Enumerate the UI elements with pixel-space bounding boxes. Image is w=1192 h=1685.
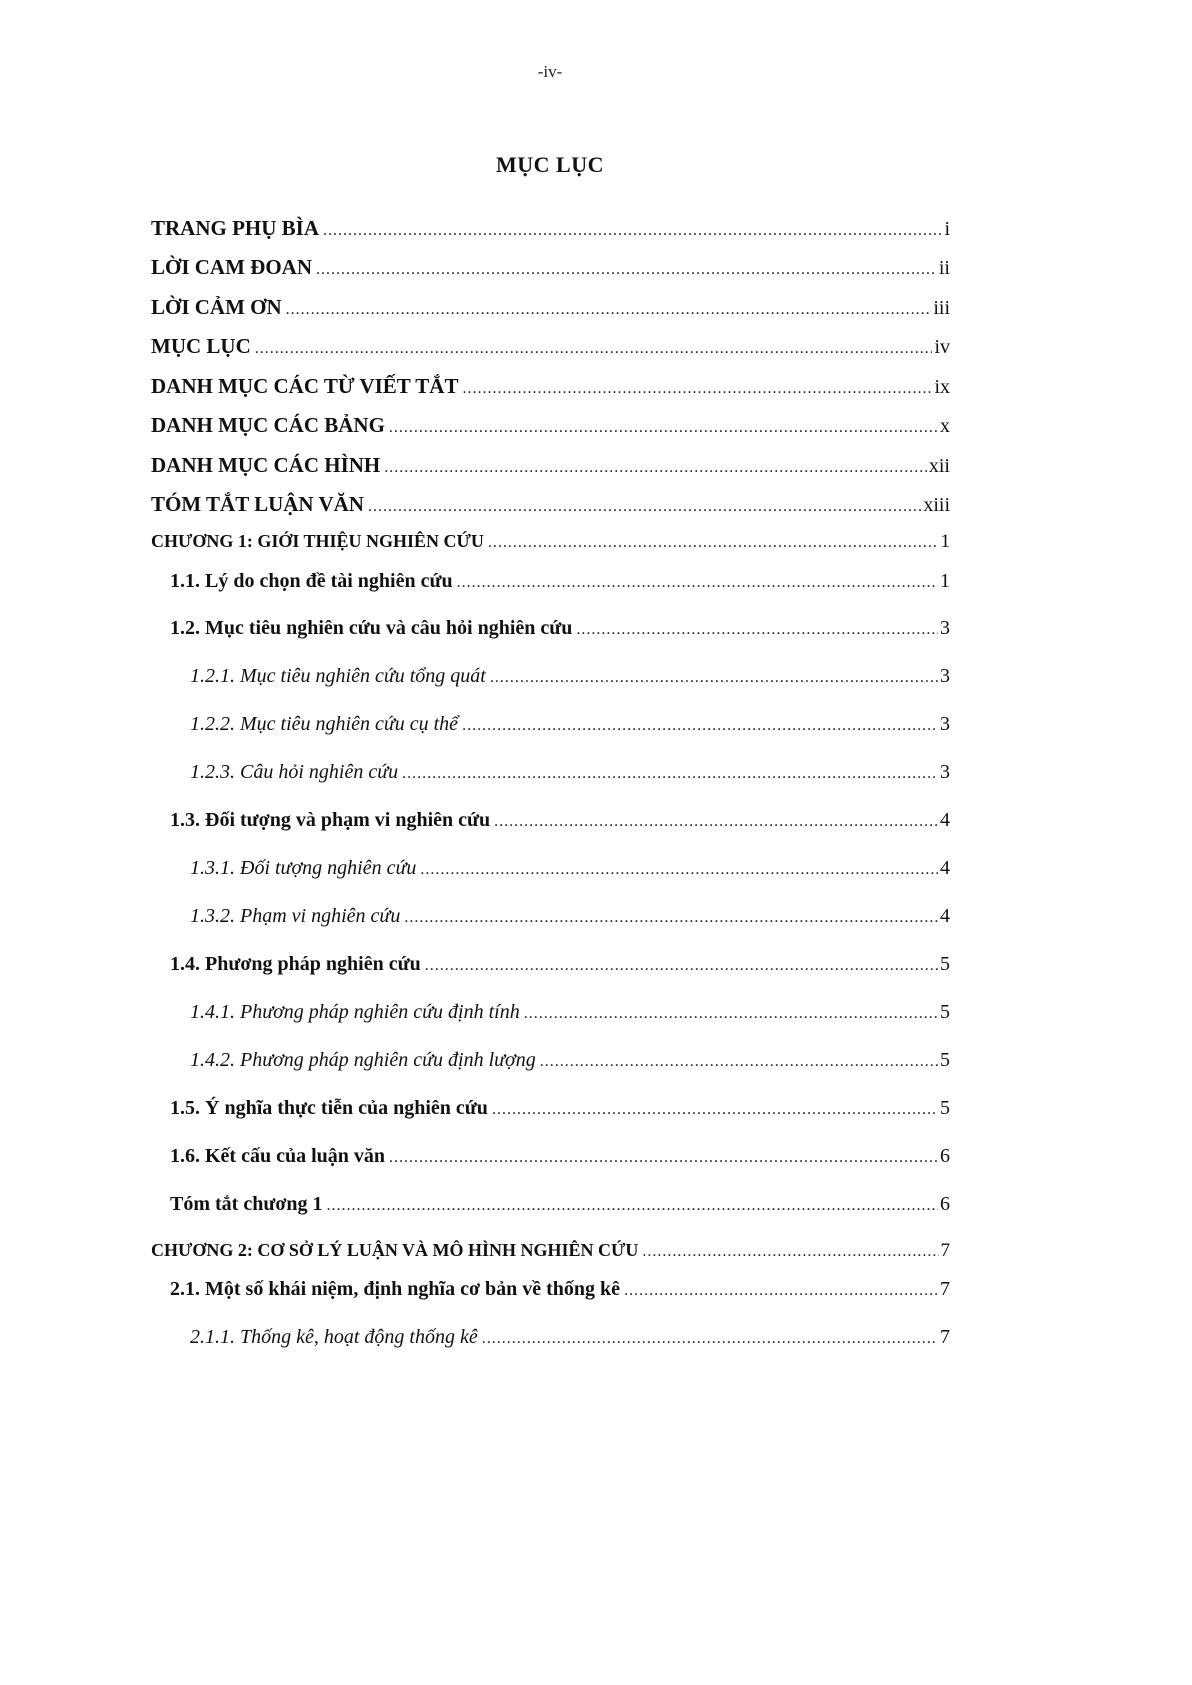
- toc-entry-page: 1: [940, 570, 950, 592]
- toc-entry-subsection[interactable]: [190, 905, 950, 935]
- dot-leader: [540, 1053, 938, 1071]
- dot-leader: [389, 419, 938, 437]
- toc-entry-section[interactable]: [170, 1278, 950, 1308]
- toc-entry-chapter[interactable]: [151, 1240, 950, 1270]
- toc-entry-label: 1.4.1. Phương pháp nghiên cứu định tính: [190, 1001, 520, 1023]
- toc-entry-label: 1.2.3. Câu hỏi nghiên cứu: [190, 761, 399, 783]
- toc-entry-page: 3: [940, 665, 950, 687]
- toc-entry-page: ix: [934, 376, 950, 398]
- toc-entry-label: 1.2.1. Mục tiêu nghiên cứu tổng quát: [190, 665, 486, 687]
- dot-leader: [462, 380, 932, 398]
- toc-entry-page: xii: [928, 455, 950, 477]
- toc-entry-page: 3: [940, 713, 950, 735]
- toc-entry-page: 6: [940, 1193, 950, 1215]
- dot-leader: [323, 222, 942, 240]
- toc-entry-label: MỤC LỤC: [151, 334, 251, 358]
- toc-entry-subsection[interactable]: [190, 1001, 950, 1031]
- toc-entry-section[interactable]: [170, 617, 950, 647]
- toc-entry-page: 5: [940, 1001, 950, 1023]
- dot-leader: [524, 1005, 938, 1023]
- toc-entry-section[interactable]: [170, 570, 950, 600]
- toc-entry-page: 5: [940, 953, 950, 975]
- dot-leader: [404, 909, 938, 927]
- toc-entry-front-matter[interactable]: [151, 453, 950, 483]
- toc-entry-section[interactable]: [170, 1193, 950, 1223]
- dot-leader: [624, 1282, 938, 1300]
- toc-entry-section[interactable]: [170, 953, 950, 983]
- dot-leader: [576, 621, 938, 639]
- toc-entry-page: ii: [938, 257, 950, 279]
- toc-entry-front-matter[interactable]: [151, 374, 950, 404]
- toc-entry-label: LỜI CAM ĐOAN: [151, 255, 312, 279]
- toc-entry-label: DANH MỤC CÁC HÌNH: [151, 453, 381, 477]
- toc-entry-label: 2.1.1. Thống kê, hoạt động thống kê: [190, 1326, 478, 1348]
- dot-leader: [402, 765, 938, 783]
- page-title: MỤC LỤC: [496, 152, 604, 177]
- toc-entry-page: 5: [940, 1097, 950, 1119]
- dot-leader: [368, 498, 921, 516]
- toc-entry-label: 1.6. Kết cấu của luận văn: [170, 1145, 386, 1167]
- toc-entry-label: CHƯƠNG 1: GIỚI THIỆU NGHIÊN CỨU: [151, 531, 484, 551]
- toc-entry-page: iv: [934, 336, 950, 358]
- dot-leader: [482, 1330, 938, 1348]
- dot-leader: [420, 861, 938, 879]
- dot-leader: [490, 669, 938, 687]
- toc-entry-page: 7: [940, 1278, 950, 1300]
- dot-leader: [286, 301, 932, 319]
- toc-entry-front-matter[interactable]: [151, 413, 950, 443]
- toc-entry-page: xiii: [923, 494, 950, 516]
- dot-leader: [384, 459, 927, 477]
- toc-entry-section[interactable]: [170, 809, 950, 839]
- dot-leader: [494, 813, 938, 831]
- toc-entry-subsection[interactable]: [190, 713, 950, 743]
- toc-entry-subsection[interactable]: [190, 1049, 950, 1079]
- toc-entry-page: 7: [940, 1240, 950, 1261]
- toc-entry-label: 1.1. Lý do chọn đề tài nghiên cứu: [170, 570, 453, 592]
- dot-leader: [462, 717, 938, 735]
- toc-entry-page: x: [940, 415, 950, 437]
- toc-entry-page: 7: [940, 1326, 950, 1348]
- toc-entry-page: iii: [933, 297, 950, 319]
- toc-entry-page: 4: [940, 857, 950, 879]
- toc-entry-front-matter[interactable]: [151, 216, 950, 246]
- toc-entry-page: 3: [940, 761, 950, 783]
- toc-entry-label: CHƯƠNG 2: CƠ SỞ LÝ LUẬN VÀ MÔ HÌNH NGHIÊN CỨU: [151, 1240, 639, 1260]
- toc-entry-page: 6: [940, 1145, 950, 1167]
- dot-leader: [389, 1149, 938, 1167]
- toc-entry-page: 1: [940, 531, 950, 552]
- toc-entry-front-matter[interactable]: [151, 492, 950, 522]
- dot-leader: [642, 1243, 938, 1261]
- toc-entry-section[interactable]: [170, 1145, 950, 1175]
- dot-leader: [492, 1101, 938, 1119]
- toc-entry-subsection[interactable]: [190, 665, 950, 695]
- dot-leader: [327, 1197, 938, 1215]
- toc-entry-label: TÓM TẮT LUẬN VĂN: [151, 492, 364, 516]
- toc-entry-label: 1.3.1. Đối tượng nghiên cứu: [190, 857, 417, 879]
- toc-entry-page: 4: [940, 905, 950, 927]
- toc-entry-section[interactable]: [170, 1097, 950, 1127]
- toc-entry-label: 1.4. Phương pháp nghiên cứu: [170, 953, 421, 975]
- dot-leader: [488, 534, 939, 552]
- dot-leader: [457, 574, 938, 592]
- toc-entry-page: 5: [940, 1049, 950, 1071]
- dot-leader: [255, 340, 933, 358]
- toc-entry-page: 3: [940, 617, 950, 639]
- toc-entry-chapter[interactable]: [151, 531, 950, 561]
- toc-entry-label: 1.3.2. Phạm vi nghiên cứu: [190, 905, 401, 927]
- toc-entry-subsection[interactable]: [190, 857, 950, 887]
- page-number: -iv-: [537, 62, 563, 81]
- toc-entry-label: DANH MỤC CÁC BẢNG: [151, 413, 385, 437]
- toc-entry-front-matter[interactable]: [151, 295, 950, 325]
- toc-entry-label: 1.3. Đối tượng và phạm vi nghiên cứu: [170, 809, 491, 831]
- toc-entry-label: TRANG PHỤ BÌA: [151, 216, 320, 240]
- toc-entry-front-matter[interactable]: [151, 255, 950, 285]
- dot-leader: [316, 261, 937, 279]
- toc-entry-page: i: [944, 218, 950, 240]
- toc-entry-subsection[interactable]: [190, 1326, 950, 1356]
- toc-entry-page: 4: [940, 809, 950, 831]
- toc-entry-label: 1.4.2. Phương pháp nghiên cứu định lượng: [190, 1049, 536, 1071]
- toc-entry-label: DANH MỤC CÁC TỪ VIẾT TẮT: [151, 374, 459, 398]
- toc-entry-label: 1.2. Mục tiêu nghiên cứu và câu hỏi nghiên cứu: [170, 617, 573, 639]
- toc-entry-label: 1.5. Ý nghĩa thực tiễn của nghiên cứu: [170, 1097, 488, 1119]
- toc-entry-label: 2.1. Một số khái niệm, định nghĩa cơ bản về thống kê: [170, 1278, 621, 1300]
- dot-leader: [425, 957, 938, 975]
- toc-entry-subsection[interactable]: [190, 761, 950, 791]
- toc-entry-label: LỜI CẢM ƠN: [151, 295, 282, 319]
- toc-entry-label: 1.2.2. Mục tiêu nghiên cứu cụ thể: [190, 713, 459, 735]
- toc-entry-front-matter[interactable]: [151, 334, 950, 364]
- toc-entry-label: Tóm tắt chương 1: [170, 1193, 323, 1215]
